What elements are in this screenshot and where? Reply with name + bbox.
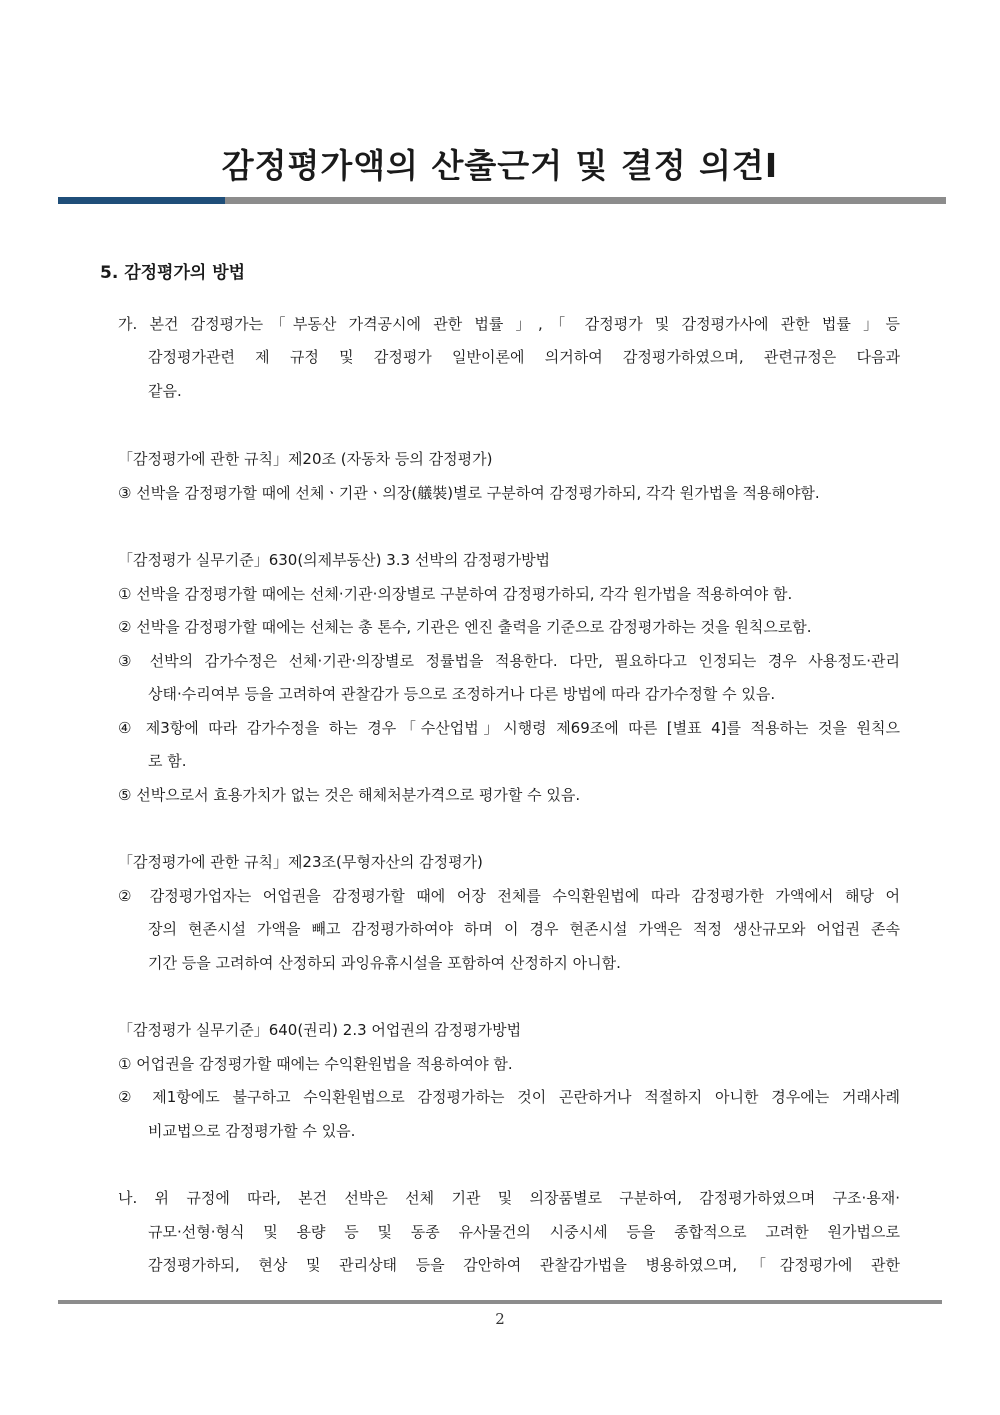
rule4-item-2-line-2: 비교법으로 감정평가할 수 있음. — [148, 1122, 356, 1140]
rule4-heading: 「감정평가 실무기준」640(권리) 2.3 어업권의 감정평가방법 — [118, 1021, 522, 1039]
page-title: 감정평가액의 산출근거 및 결정 의견Ⅰ — [221, 146, 779, 185]
paragraph-na-line-2: 규모·선형·형식 및 용량 등 및 동종 유사물건의 시중시세 등을 종합적으로 고려한 원가법으로 — [148, 1223, 900, 1241]
rule2-item-3-line-2: 상태·수리여부 등을 고려하여 관찰감가 등으로 조정하거나 다른 방법에 따라 감가수정할 수 있음. — [148, 685, 776, 703]
rule4-item-1: ① 어업권을 감정평가할 때에는 수익환원법을 적용하여야 함. — [118, 1055, 513, 1073]
rule2-item-4-line-1: ④ 제3항에 따라 감가수정을 하는 경우「수산업법」시행령 제69조에 따른 [별표 4]를 적용하는 것을 원칙으 — [118, 719, 900, 737]
rule3-item-2-line-3: 기간 등을 고려하여 산정하되 과잉유휴시설을 포함하여 산정하지 아니함. — [148, 954, 621, 972]
rule3-item-2-line-1: ② 감정평가업자는 어업권을 감정평가할 때에 어장 전체를 수익환원법에 따라 감정평가한 가액에서 해당 어 — [118, 887, 900, 905]
rule1-heading: 「감정평가에 관한 규칙」제20조 (자동차 등의 감정평가) — [118, 450, 493, 468]
paragraph-ga-line-3: 같음. — [148, 382, 182, 400]
title-underline-accent — [58, 197, 225, 204]
footer-rule — [58, 1300, 942, 1304]
rule3-heading: 「감정평가에 관한 규칙」제23조(무형자산의 감정평가) — [118, 853, 483, 871]
rule2-heading: 「감정평가 실무기준」630(의제부동산) 3.3 선박의 감정평가방법 — [118, 551, 551, 569]
rule4-item-2-line-1: ② 제1항에도 불구하고 수익환원법으로 감정평가하는 것이 곤란하거나 적절하지 아니한 경우에는 거래사례 — [118, 1088, 900, 1106]
page-number: 2 — [495, 1310, 505, 1328]
rule2-item-2: ② 선박을 감정평가할 때에는 선체는 총 톤수, 기관은 엔진 출력을 기준으로 감정평가하는 것을 원칙으로함. — [118, 618, 812, 636]
paragraph-na-line-1: 나. 위 규정에 따라, 본건 선박은 선체 기관 및 의장품별로 구분하여, 감정평가하였으며 구조·용재· — [118, 1189, 900, 1207]
rule2-item-3-line-1: ③ 선박의 감가수정은 선체·기관·의장별로 정률법을 적용한다. 다만, 필요하다고 인정되는 경우 사용정도·관리 — [118, 652, 900, 670]
rule3-item-2-line-2: 장의 현존시설 가액을 빼고 감정평가하여야 하며 이 경우 현존시설 가액은 적정 생산규모와 어업권 존속 — [148, 920, 900, 938]
rule1-item-3: ③ 선박을 감정평가할 때에 선체ㆍ기관ㆍ의장(艤裝)별로 구분하여 감정평가하되, 각각 원가법을 적용해야함. — [118, 484, 820, 502]
rule2-item-4-line-2: 로 함. — [148, 752, 187, 770]
paragraph-na-line-3: 감정평가하되, 현상 및 관리상태 등을 감안하여 관찰감가법을 병용하였으며,「감정평가에 관한 — [148, 1256, 900, 1274]
section-heading: 5. 감정평가의 방법 — [100, 263, 246, 283]
rule2-item-1: ① 선박을 감정평가할 때에는 선체·기관·의장별로 구분하여 감정평가하되, 각각 원가법을 적용하여야 함. — [118, 585, 793, 603]
rule2-item-5: ⑤ 선박으로서 효용가치가 없는 것은 해체처분가격으로 평가할 수 있음. — [118, 786, 581, 804]
paragraph-ga-line-1: 가. 본건 감정평가는「부동산 가격공시에 관한 법률 」,「 감정평가 및 감정평가사에 관한 법률 」등 — [118, 315, 900, 333]
title-underline-bar — [225, 197, 946, 204]
paragraph-ga-line-2: 감정평가관련 제 규정 및 감정평가 일반이론에 의거하여 감정평가하였으며, 관련규정은 다음과 — [148, 348, 900, 366]
title-underline — [58, 197, 946, 204]
